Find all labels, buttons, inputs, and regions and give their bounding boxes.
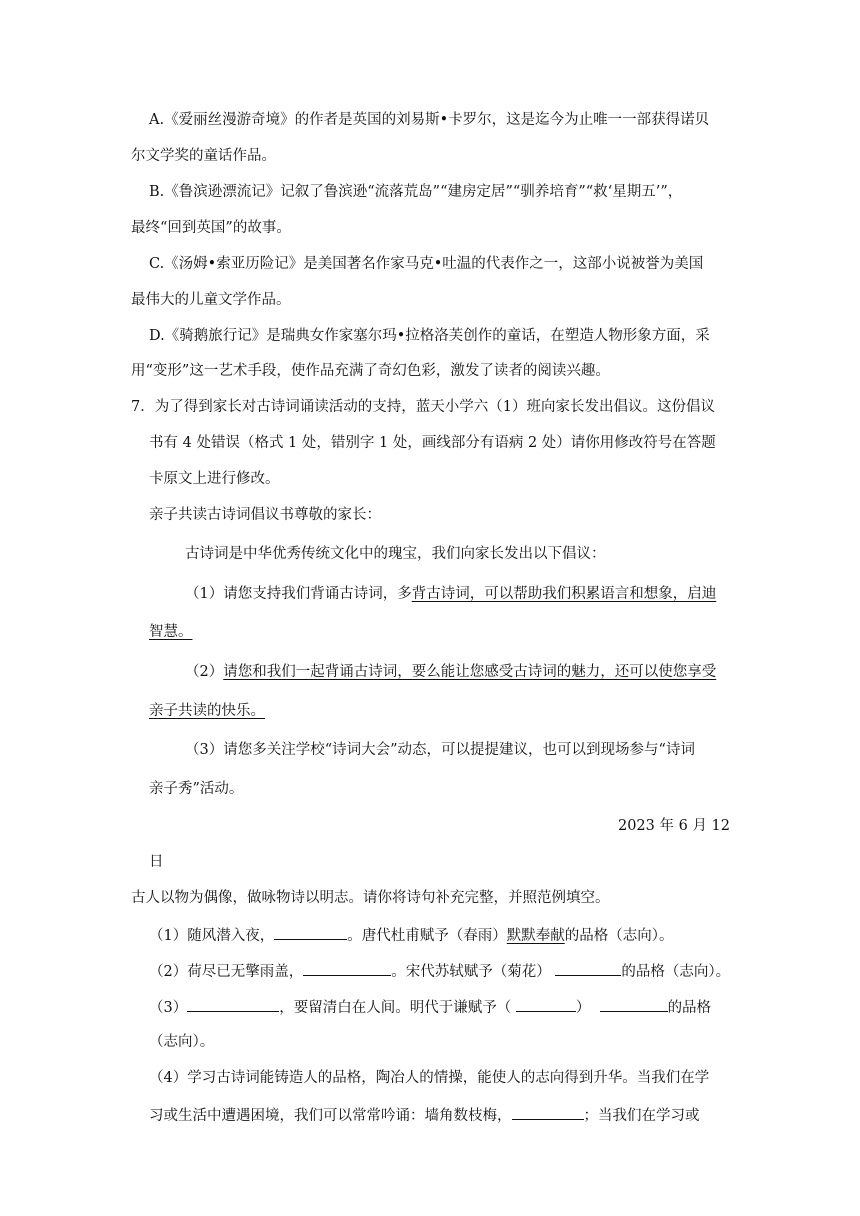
poem-item-1-text-3: 的品格（志向）。	[564, 928, 674, 944]
poem-item-4-line-1: （4）学习古诗词能铸造人的品格，陶冶人的情操，能使人的志向得到升华。当我们在学	[149, 1070, 710, 1086]
question-7-line-3: 卡原文上进行修改。	[149, 471, 280, 487]
answer-blank[interactable]	[555, 960, 621, 976]
option-d-line-2: 用“变形”这一艺术手段，使作品充满了奇幻色彩，激发了读者的阅读兴趣。	[131, 363, 610, 379]
poem-item-3	[149, 996, 711, 1018]
poem-item-4-text: 习或生活中遭遇困境，我们可以常常吟诵：墙角数枝梅，	[149, 1108, 512, 1124]
answer-blank[interactable]	[187, 996, 279, 1012]
poem-item-4-line-2	[149, 1104, 700, 1126]
proposal-item-1-line-2	[149, 622, 193, 642]
proposal-item-2-line-2	[149, 701, 265, 721]
proposal-item-1-plain: （1）请您支持我们背诵古诗词，多	[185, 586, 412, 602]
question-7-line-2: 书有 4 处错误（格式 1 处，错别字 1 处，画线部分有语病 2 处）请你用修改符号在答题	[149, 435, 716, 451]
poem-item-1	[149, 924, 673, 946]
option-b-line-1: B.《鲁滨逊漂流记》记叙了鲁滨逊“流落荒岛”“建房定居”“驯养培育”“救‘星期五’”，	[149, 184, 683, 200]
poem-item-3-text-3: ）	[575, 1000, 591, 1016]
poem-item-1-text-2: 。唐代杜甫赋予（春雨）	[347, 928, 507, 944]
proposal-date: 2023 年 6 月 12	[617, 818, 730, 834]
poem-item-3-text: （3）	[149, 1000, 188, 1016]
poem-item-1-text: （1）随风潜入夜，	[149, 928, 275, 944]
answer-blank[interactable]	[274, 924, 347, 940]
poem-item-2-text: （2）荷尽已无擎雨盖，	[149, 964, 304, 980]
proposal-date-day: 日	[149, 854, 164, 870]
proposal-intro: 古诗词是中华优秀传统文化中的瑰宝，我们向家长发出以下倡议：	[185, 546, 606, 562]
option-b-line-2: 最终“回到英国”的故事。	[131, 220, 291, 236]
poem-item-3-text-4: 的品格	[667, 1000, 712, 1016]
poem-item-2-text-3: 的品格（志向）。	[621, 964, 731, 980]
proposal-item-2-plain: （2）	[185, 664, 224, 680]
poem-item-4-text-2: ；当我们在学习或	[583, 1108, 700, 1124]
proposal-item-1-underlined-end: 智慧。	[149, 624, 193, 640]
poem-item-2	[149, 960, 730, 982]
option-d-line-1: D.《骑鹅旅行记》是瑞典女作家塞尔玛•拉格洛芙创作的童话，在塑造人物形象方面，采	[149, 328, 710, 344]
poem-item-1-example: 默默奉献	[506, 928, 565, 944]
option-a-line-1: A.《爱丽丝漫游奇境》的作者是英国的刘易斯•卡罗尔，这是迄今为止唯一一部获得诺贝	[149, 112, 710, 128]
poem-item-3-line-2: （志向）。	[149, 1034, 215, 1050]
poem-item-3-text-2: ，要留清白在人间。明代于谦赋予（	[279, 1000, 512, 1016]
proposal-item-2-underlined-end: 亲子共读的快乐。	[149, 703, 265, 719]
question-8-intro: 古人以物为偶像，做咏物诗以明志。请你将诗句补充完整，并照范例填空。	[131, 890, 610, 906]
proposal-item-1-underlined: 背古诗词，可以帮助我们积累语言和想象，启迪	[411, 586, 717, 602]
answer-blank[interactable]	[512, 1104, 584, 1120]
proposal-item-1-line-1	[185, 584, 716, 604]
question-7-line-1: 7．为了得到家长对古诗词诵读活动的支持，蓝天小学六（1）班向家长发出倡议。这份倡议	[131, 399, 715, 415]
option-c-line-1: C.《汤姆•索亚历险记》是美国著名作家马克•吐温的代表作之一，这部小说被誉为美国	[149, 256, 704, 272]
poem-item-2-text-2: 。宋代苏轼赋予（菊花）	[391, 964, 551, 980]
option-c-line-2: 最伟大的儿童文学作品。	[131, 292, 291, 308]
proposal-title: 亲子共读古诗词倡议书尊敬的家长：	[149, 507, 381, 523]
proposal-item-2-line-1	[185, 662, 716, 682]
answer-blank[interactable]	[600, 996, 668, 1012]
answer-blank[interactable]	[516, 996, 576, 1012]
answer-blank[interactable]	[303, 960, 391, 976]
proposal-item-3-line-1: （3）请您多关注学校“诗词大会”动态，可以提提建议，也可以到现场参与“诗词	[185, 742, 695, 758]
proposal-item-3-line-2: 亲子秀”活动。	[149, 781, 244, 797]
proposal-item-2-underlined: 请您和我们一起背诵古诗词，要么能让您感受古诗词的魅力，还可以使您享受	[223, 664, 717, 680]
option-a-line-2: 尔文学奖的童话作品。	[131, 148, 276, 164]
